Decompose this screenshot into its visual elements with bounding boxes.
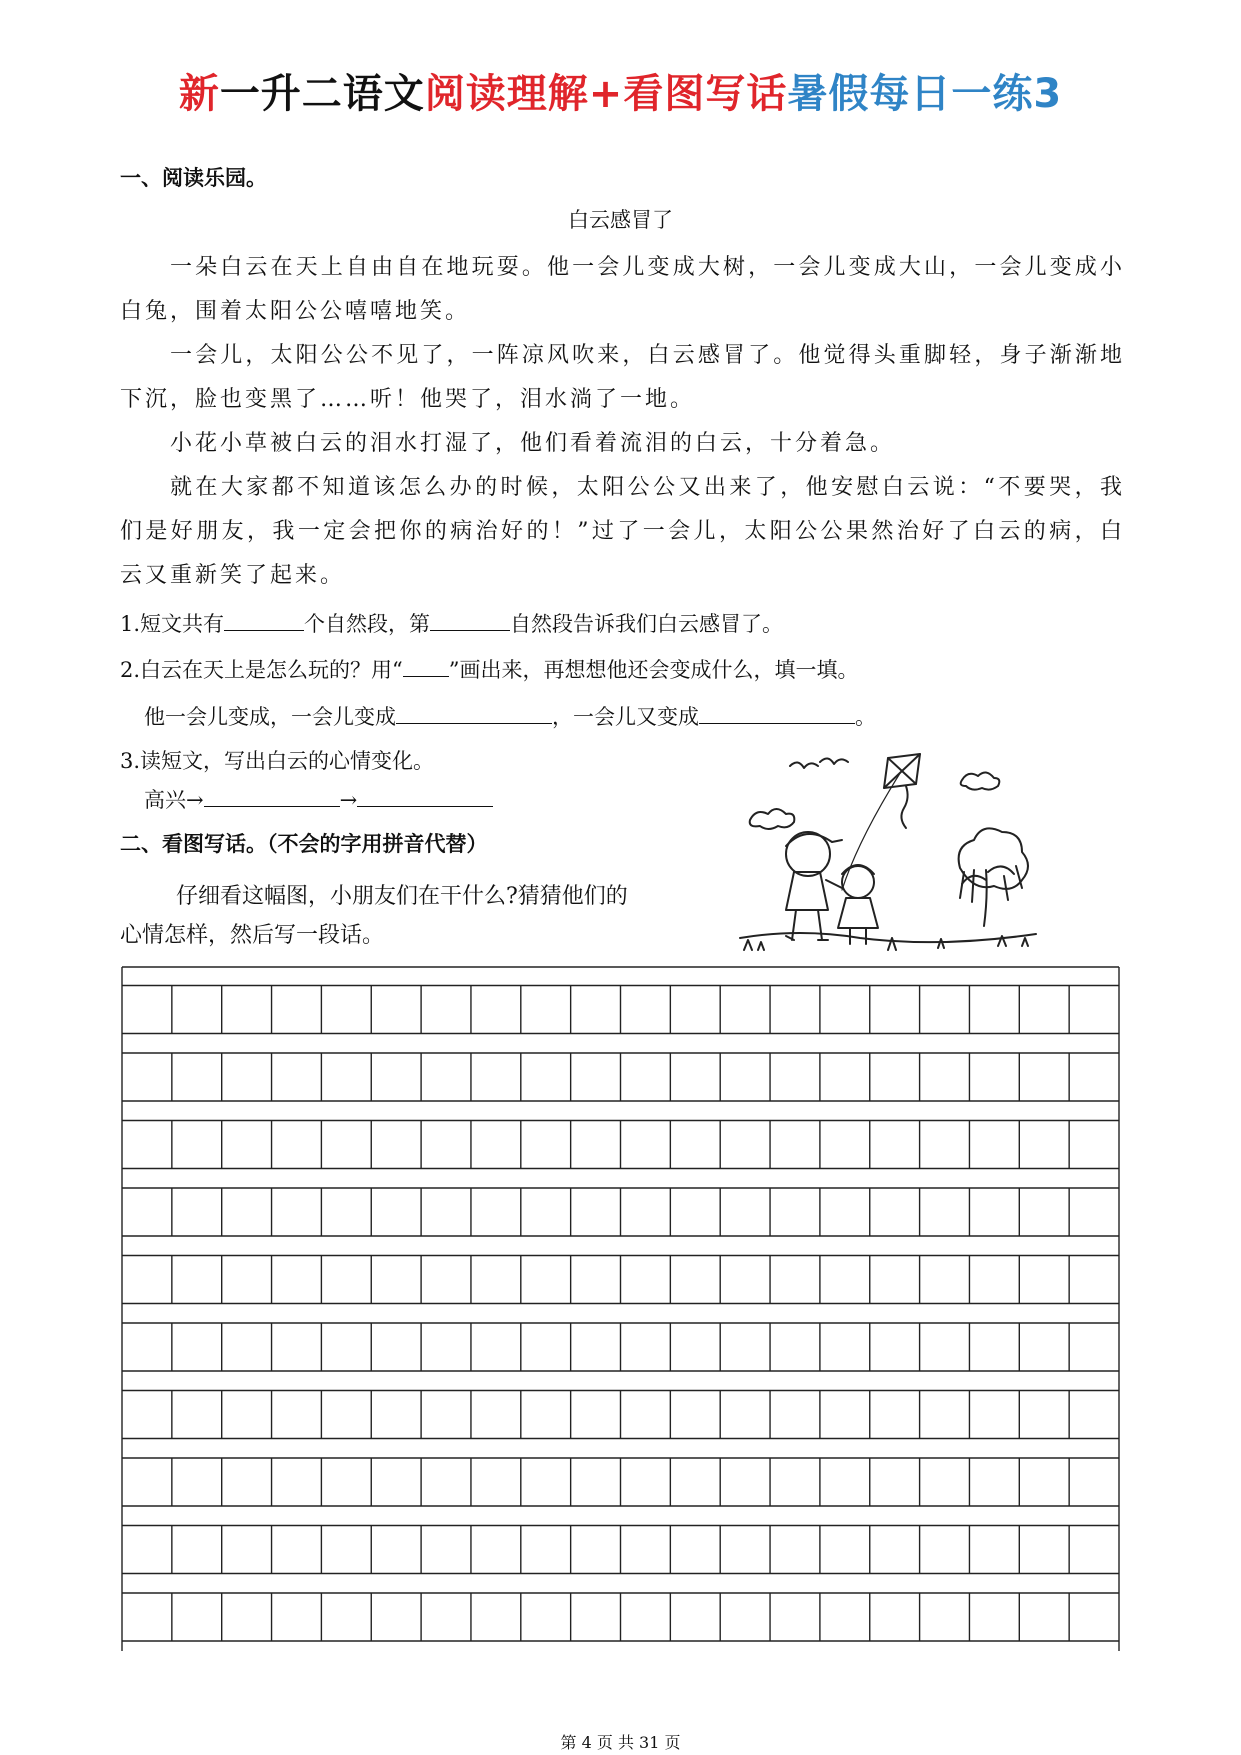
question-2: 2.白云在天上是怎么玩的？用“ ”画出来，再想想他还会变成什么，填一填。 xyxy=(120,658,859,682)
title-part-grade: 一升二语文 xyxy=(219,71,425,117)
answer-blank[interactable] xyxy=(224,610,304,631)
section-heading-reading: 一、阅读乐园。 xyxy=(120,166,267,190)
writing-prompt-line-1: 仔细看这幅图，小朋友们在干什么?猜猜他们的 xyxy=(176,884,628,909)
kite-flying-illustration xyxy=(738,750,1038,956)
writing-grid[interactable] xyxy=(121,966,1120,1651)
underline-sample xyxy=(403,656,449,677)
answer-blank[interactable] xyxy=(699,703,855,724)
page-title xyxy=(0,62,1241,119)
question-3: 3.读短文，写出白云的心情变化。 xyxy=(120,749,435,773)
question-1: 1.短文共有 个自然段，第 自然段告诉我们白云感冒了。 xyxy=(120,612,784,636)
answer-blank[interactable] xyxy=(430,610,510,631)
passage-paragraph-1: 一朵白云在天上自由自在地玩耍。他一会儿变成大树，一会儿变成大山，一会儿变成小白兔，围着太阳公公嘻嘻地笑。 xyxy=(120,255,1125,324)
passage-paragraph-4: 就在大家都不知道该怎么办的时候，太阳公公又出来了，他安慰白云说：“不要哭，我们是好朋友，我一定会把你的病治好的！”过了一会儿，太阳公公果然治好了白云的病，白云又重新笑了起来。 xyxy=(120,475,1125,588)
passage-paragraph-3: 小花小草被白云的泪水打湿了，他们看着流泪的白云，十分着急。 xyxy=(170,431,896,456)
passage-paragraph-2: 一会儿，太阳公公不见了，一阵凉风吹来，白云感冒了。他觉得头重脚轻，身子渐渐地下沉，脸也变黑了……听！他哭了，泪水淌了一地。 xyxy=(120,343,1125,412)
question-3-fill-line: 高兴→ → xyxy=(144,784,493,814)
passage-title: 白云感冒了 xyxy=(568,208,673,232)
answer-blank[interactable] xyxy=(357,786,493,807)
writing-prompt-line-2: 心情怎样，然后写一段话。 xyxy=(120,923,385,948)
page-number: 第 4 页 共 31 页 xyxy=(560,1733,681,1752)
arrow: → xyxy=(339,788,358,812)
answer-blank[interactable] xyxy=(204,786,340,807)
title-part-new: 新 xyxy=(178,71,220,117)
title-part-daily: 暑假每日一练3 xyxy=(787,71,1063,117)
answer-blank[interactable] xyxy=(396,703,552,724)
arrow: → xyxy=(186,788,204,812)
question-2-fill-line: 他一会儿变成，一会儿变成 ，一会儿又变成 。 xyxy=(144,705,876,729)
section-heading-picture-writing: 二、看图写话。（不会的字用拼音代替） xyxy=(120,832,488,856)
title-part-topic: 阅读理解+看图写话 xyxy=(424,71,788,117)
